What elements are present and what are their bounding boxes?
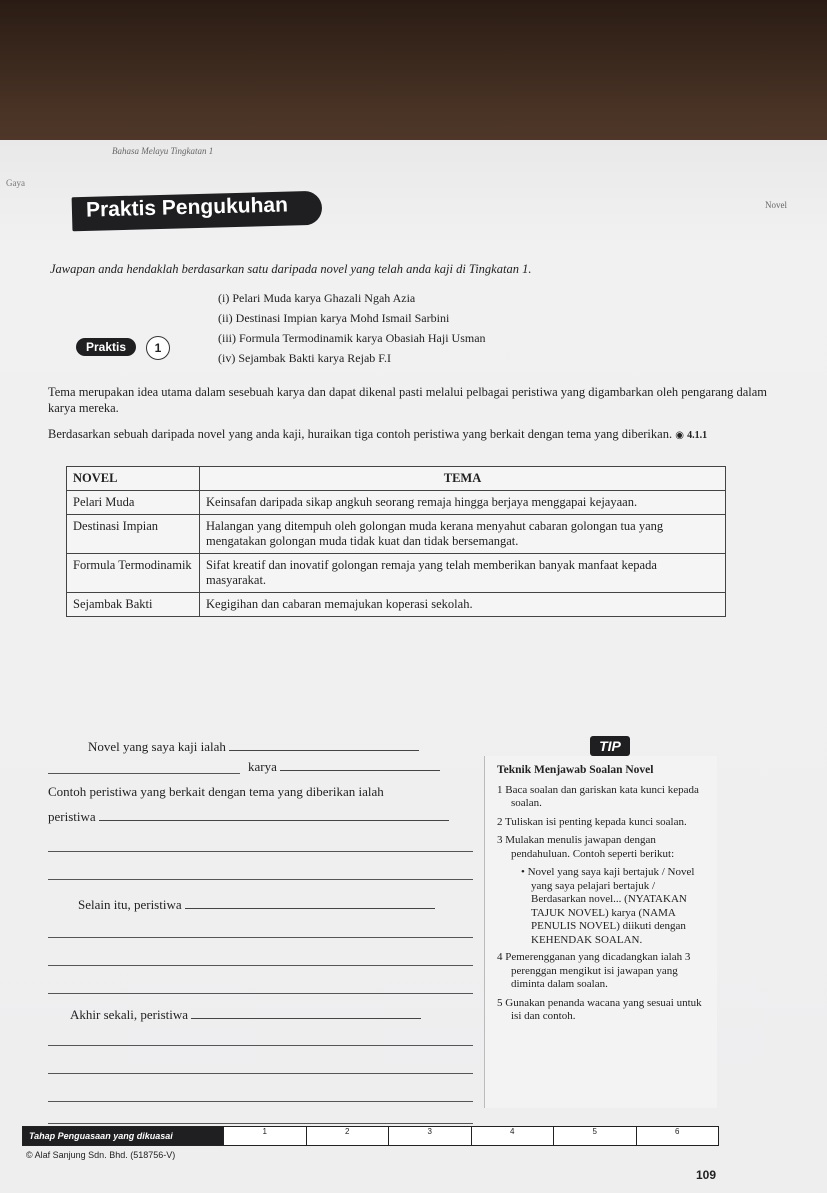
answer-blank[interactable] (229, 738, 419, 751)
table-header-row (67, 467, 726, 491)
novel-list (218, 288, 486, 368)
praktis-badge: Praktis (76, 338, 136, 356)
akhir-prompt: Akhir sekali, peristiwa (70, 1007, 189, 1022)
column-header-tema: TEMA (200, 467, 726, 491)
table-row (67, 491, 726, 515)
side-mark: Gaya (6, 178, 25, 188)
tip-example: • Novel yang saya kaji bertajuk / Novel yang saya pelajari bertajuk / Berdasarkan novel... (NYATAKAN TAJUK NOVEL) karya (NAMA PENULIS NOVEL) diikuti dengan KEHENDAK SOALAN. (521, 866, 695, 946)
tip-step: 1 Baca soalan dan gariskan kata kunci kepada soalan. (497, 783, 699, 809)
reference-code: 4.1.1 (687, 430, 708, 441)
tema-cell: Sifat kreatif dan inovatif golongan remaja yang telah memberikan banyak manfaat kepada masyarakat. (200, 554, 726, 593)
novel-prompt: Novel yang saya kaji ialah (88, 739, 226, 754)
answer-blank[interactable] (185, 896, 435, 909)
novel-item: (iv) Sejambak Bakti karya Rejab F.I (218, 351, 391, 365)
selain-line (78, 896, 435, 913)
answer-blank[interactable] (280, 758, 440, 771)
mastery-level-cell[interactable]: 5 (553, 1127, 636, 1145)
tema-paragraph: Tema merupakan idea utama dalam sesebuah karya dan dapat dikenal pasti melalui pelbagai peristiwa yang digambarkan oleh pengarang dalam karya mereka. (48, 385, 767, 415)
novel-item: (i) Pelari Muda karya Ghazali Ngah Azia (218, 291, 416, 305)
answer-blank[interactable] (48, 772, 240, 774)
answer-blank[interactable] (48, 878, 473, 880)
mastery-level-cell[interactable]: 3 (388, 1127, 471, 1145)
mastery-label: Tahap Penguasaan yang dikuasai (23, 1127, 223, 1145)
page-title: Praktis Pengukuhan (85, 193, 289, 222)
novel-line (88, 738, 419, 755)
tip-title: Teknik Menjawab Soalan Novel (497, 764, 654, 776)
peristiwa-prompt: peristiwa (48, 809, 96, 824)
table-row (67, 554, 726, 593)
page-number: 109 (696, 1168, 717, 1182)
contoh-line: Contoh peristiwa yang berkait dengan tema yang diberikan ialah (48, 784, 384, 799)
selain-prompt: Selain itu, peristiwa (78, 897, 182, 912)
answer-blank[interactable] (191, 1006, 421, 1019)
praktis-number: 1 (146, 336, 170, 360)
answer-blank[interactable] (48, 1100, 473, 1102)
answer-blank[interactable] (48, 1044, 473, 1046)
novel-item: (iii) Formula Termodinamik karya Obasiah Haji Usman (218, 331, 486, 345)
mastery-level-bar (22, 1126, 719, 1146)
karya-line (248, 758, 440, 775)
answer-blank[interactable] (48, 1122, 473, 1124)
novel-item: (ii) Destinasi Impian karya Mohd Ismail Sarbini (218, 311, 450, 325)
peristiwa-line (48, 808, 449, 825)
tip-box (484, 756, 717, 1108)
mastery-level-cell[interactable]: 1 (223, 1127, 306, 1145)
novel-cell: Formula Termodinamik (67, 554, 200, 593)
mastery-level-cell[interactable]: 6 (636, 1127, 719, 1145)
answer-blank[interactable] (48, 850, 473, 852)
akhir-line (70, 1006, 421, 1023)
tip-step: 2 Tuliskan isi penting kepada kunci soalan. (497, 815, 687, 828)
tema-cell: Kegigihan dan cabaran memajukan koperasi sekolah. (200, 593, 726, 617)
tip-step: 5 Gunakan penanda wacana yang sesuai untuk isi dan contoh. (497, 996, 702, 1022)
karya-prompt: karya (248, 759, 277, 774)
tip-step: 3 Mulakan menulis jawapan dengan pendahuluan. Contoh seperti berikut: (497, 834, 675, 860)
question-text: Berdasarkan sebuah daripada novel yang anda kaji, huraikan tiga contoh peristiwa yang berkait dengan tema yang diberikan. (48, 427, 673, 441)
answer-blank[interactable] (48, 964, 473, 966)
column-header-novel: NOVEL (67, 467, 200, 491)
copyright-notice: © Alaf Sanjung Sdn. Bhd. (518756-V) (26, 1150, 176, 1160)
answer-blank[interactable] (48, 1072, 473, 1074)
tip-badge: TIP (590, 736, 630, 756)
table-row (67, 515, 726, 554)
novel-cell: Pelari Muda (67, 491, 200, 515)
answer-blank[interactable] (48, 936, 473, 938)
answer-blank[interactable] (48, 992, 473, 994)
mastery-level-cell[interactable]: 4 (471, 1127, 554, 1145)
novel-tag: Novel (765, 200, 787, 210)
subject-header: Bahasa Melayu Tingkatan 1 (112, 146, 214, 156)
tema-cell: Keinsafan daripada sikap angkuh seorang remaja hingga berjaya menggapai kejayaan. (200, 491, 726, 515)
reference-icon: ◉ (675, 430, 684, 441)
novel-cell: Sejambak Bakti (67, 593, 200, 617)
instruction-text: Jawapan anda hendaklah berdasarkan satu daripada novel yang telah anda kaji di Tingkatan 1. (50, 262, 532, 276)
table-row (67, 593, 726, 617)
mastery-level-cell[interactable]: 2 (306, 1127, 389, 1145)
tip-step: 4 Pemerengganan yang dicadangkan ialah 3 perenggan mengikut isi jawapan yang diminta dalam soalan. (497, 951, 691, 990)
tema-cell: Halangan yang ditempuh oleh golongan muda kerana menyahut cabaran golongan tua yang mengatakan golongan muda tidak kuat dan tidak bersemangat. (200, 515, 726, 554)
tema-table (66, 466, 726, 617)
question-paragraph (48, 426, 778, 444)
answer-blank[interactable] (99, 808, 449, 821)
novel-cell: Destinasi Impian (67, 515, 200, 554)
